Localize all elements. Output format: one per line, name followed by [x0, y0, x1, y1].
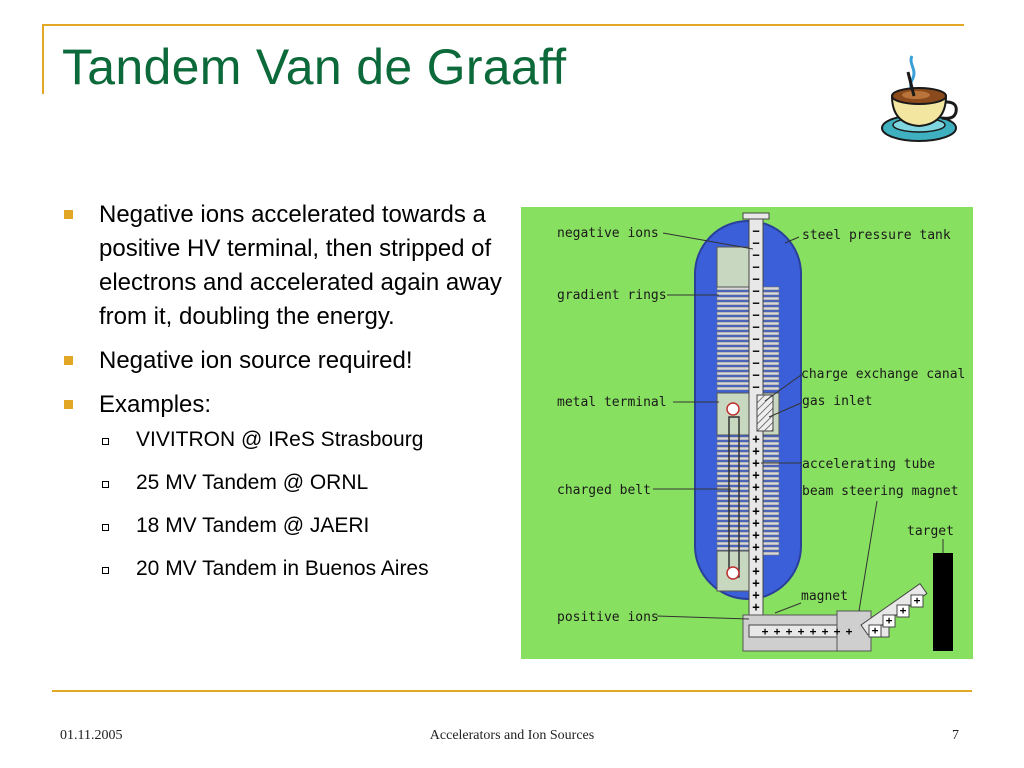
plus-charge-mark: +	[752, 504, 760, 518]
label-positive-ions: positive ions	[557, 610, 659, 625]
gradient-ring	[717, 367, 779, 370]
beam-plus-mark: +	[773, 625, 781, 638]
label-charged-belt: charged belt	[557, 483, 651, 498]
label-steel-pressure-tank: steel pressure tank	[802, 228, 951, 243]
gradient-ring	[717, 457, 779, 460]
gradient-ring	[717, 537, 779, 540]
footer-page-number: 7	[952, 728, 959, 743]
gradient-ring	[717, 547, 779, 550]
example-item: VIVITRON @ IReS Strasbourg	[99, 428, 512, 452]
beam-plus-mark: +	[785, 625, 793, 638]
left-rule	[42, 24, 44, 94]
plus-charge-mark: +	[752, 444, 760, 458]
example-item: 25 MV Tandem @ ORNL	[99, 471, 512, 495]
beam-plus-mark: +	[797, 625, 805, 638]
label-accelerating-tube: accelerating tube	[802, 457, 936, 472]
plus-charge-mark: +	[752, 540, 760, 554]
beam-plus-mark: +	[913, 594, 921, 607]
gradient-ring	[717, 542, 779, 545]
minus-charge-mark: −	[752, 332, 760, 346]
plus-charge-mark: +	[752, 468, 760, 482]
gradient-ring	[717, 362, 779, 365]
plus-charge-mark: +	[752, 588, 760, 602]
label-gradient-rings: gradient rings	[557, 288, 667, 303]
gradient-ring	[717, 382, 779, 385]
plus-charge-mark: +	[752, 480, 760, 494]
tandem-diagram	[521, 207, 973, 659]
gradient-ring	[717, 477, 779, 480]
gradient-ring	[717, 532, 779, 535]
gradient-ring	[717, 312, 779, 315]
minus-charge-mark: −	[752, 380, 760, 394]
examples-list	[99, 428, 512, 581]
gradient-ring	[717, 472, 779, 475]
gradient-ring	[717, 507, 779, 510]
gradient-ring	[717, 527, 779, 530]
plus-charge-mark: +	[752, 456, 760, 470]
minus-charge-mark: −	[752, 248, 760, 262]
gradient-ring	[717, 377, 779, 380]
footer-title: Accelerators and Ion Sources	[429, 728, 595, 743]
coffee-cup-icon	[878, 52, 960, 144]
beam-plus-mark: +	[809, 625, 817, 638]
gradient-ring	[717, 332, 779, 335]
plus-charge-mark: +	[752, 600, 760, 614]
label-metal-terminal: metal terminal	[557, 395, 667, 410]
minus-charge-mark: −	[752, 272, 760, 286]
gradient-ring	[717, 497, 779, 500]
gradient-ring	[717, 357, 779, 360]
gradient-ring	[717, 512, 779, 515]
gradient-ring	[717, 372, 779, 375]
gradient-ring	[717, 307, 779, 310]
beam-plus-mark: +	[871, 624, 879, 637]
label-gas-inlet: gas inlet	[802, 394, 873, 409]
gradient-ring	[717, 502, 779, 505]
beam-plus-mark: +	[885, 614, 893, 627]
bullet-item: Examples: VIVITRON @ IReS Strasbourg 25 MV Tandem @ ORNL 18 MV Tandem @ JAERI 20 MV Tandem in Buenos Aires	[62, 388, 512, 581]
gradient-ring	[717, 292, 779, 295]
target-shape	[933, 553, 953, 651]
beam-plus-mark: +	[899, 604, 907, 617]
gradient-ring	[717, 437, 779, 440]
lower-pulley	[727, 567, 739, 579]
minus-charge-mark: −	[752, 308, 760, 322]
example-item: 20 MV Tandem in Buenos Aires	[99, 557, 512, 581]
gradient-ring	[717, 342, 779, 345]
example-item: 18 MV Tandem @ JAERI	[99, 514, 512, 538]
label-magnet: magnet	[801, 589, 848, 604]
beam-plus-mark: +	[833, 625, 841, 638]
gradient-ring	[717, 337, 779, 340]
minus-charge-mark: −	[752, 296, 760, 310]
gradient-ring	[717, 297, 779, 300]
gradient-ring	[717, 302, 779, 305]
bullet-item: Negative ions accelerated towards a positive HV terminal, then stripped of electrons and accelerated again away from it, doubling the energy.	[62, 198, 512, 334]
minus-charge-mark: −	[752, 368, 760, 382]
slide-title: Tandem Van de Graaff	[62, 39, 567, 95]
plus-charge-mark: +	[752, 552, 760, 566]
plus-charge-mark: +	[752, 492, 760, 506]
minus-charge-mark: −	[752, 356, 760, 370]
beam-plus-mark: +	[761, 625, 769, 638]
gradient-ring	[717, 492, 779, 495]
gradient-ring	[717, 317, 779, 320]
gradient-ring	[717, 347, 779, 350]
minus-charge-mark: −	[752, 284, 760, 298]
minus-charge-mark: −	[752, 320, 760, 334]
beam-plus-mark: +	[845, 625, 853, 638]
gradient-ring	[717, 447, 779, 450]
gradient-ring	[717, 482, 779, 485]
plus-charge-mark: +	[752, 564, 760, 578]
gradient-ring	[717, 352, 779, 355]
plus-charge-mark: +	[752, 432, 760, 446]
minus-charge-mark: −	[752, 224, 760, 238]
plus-charge-mark: +	[752, 576, 760, 590]
label-target: target	[907, 524, 954, 539]
bullet-list	[62, 198, 512, 600]
gradient-ring	[717, 452, 779, 455]
gradient-ring	[717, 467, 779, 470]
label-charge-exchange-canal: charge exchange canal	[801, 367, 966, 382]
minus-charge-mark: −	[752, 344, 760, 358]
minus-charge-mark: −	[752, 236, 760, 250]
footer-date: 01.11.2005	[60, 728, 123, 743]
beam-plus-mark: +	[821, 625, 829, 638]
gradient-ring	[717, 442, 779, 445]
label-beam-steering-magnet: beam steering magnet	[802, 484, 959, 499]
upper-pulley	[727, 403, 739, 415]
gradient-ring	[717, 522, 779, 525]
plus-charge-mark: +	[752, 516, 760, 530]
gradient-ring	[717, 322, 779, 325]
bullet-item: Negative ion source required!	[62, 344, 512, 378]
gradient-ring	[717, 387, 779, 390]
plus-charge-mark: +	[752, 528, 760, 542]
label-negative-ions: negative ions	[557, 226, 659, 241]
gradient-ring	[717, 327, 779, 330]
bottom-rule	[52, 690, 972, 692]
minus-charge-mark: −	[752, 260, 760, 274]
top-rule	[42, 24, 964, 26]
gradient-ring	[717, 517, 779, 520]
